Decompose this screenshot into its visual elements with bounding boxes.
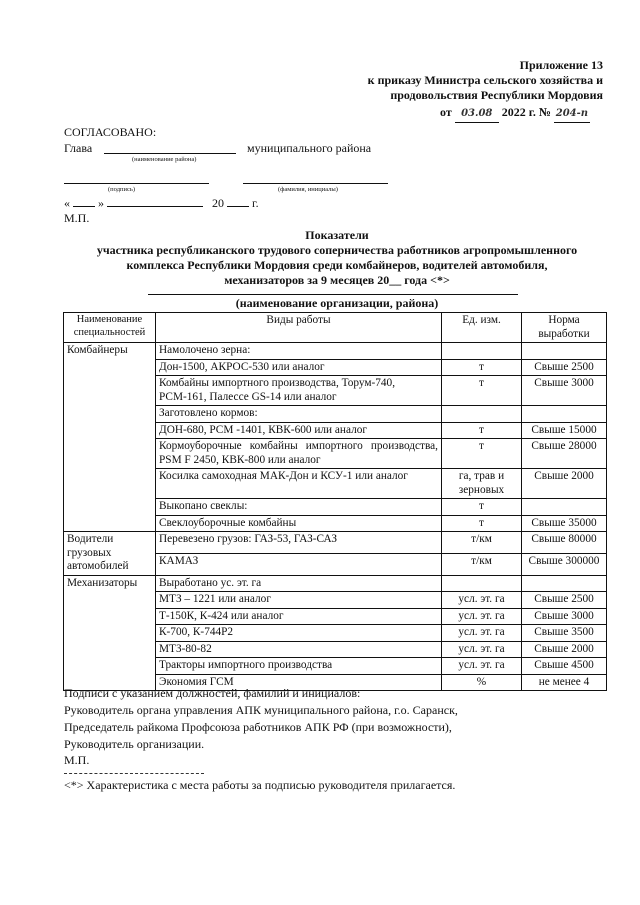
work-cell: Кормоуборочные комбайны импортного производства, PSM F 2450, КВК-800 или аналог xyxy=(156,439,442,469)
table-row xyxy=(64,469,607,499)
date-open-quote: « xyxy=(64,196,70,210)
indicators-table xyxy=(63,312,607,691)
work-cell: КАМАЗ xyxy=(156,553,442,575)
unit-cell: усл. эт. га xyxy=(442,641,522,658)
norm-cell: Свыше 15000 xyxy=(522,422,607,439)
header-specialty: Наименование специальностей xyxy=(64,313,156,343)
footnote: <*> Характеристика с места работы за подписью руководителя прилагается. xyxy=(64,778,456,792)
work-cell: Тракторы импортного производства xyxy=(156,658,442,675)
category-cell xyxy=(64,641,156,658)
category-cell xyxy=(64,608,156,625)
norm-cell: Свыше 3500 xyxy=(522,625,607,642)
norm-cell: Свыше 3000 xyxy=(522,376,607,406)
norm-cell: Свыше 2000 xyxy=(522,641,607,658)
unit-cell: т xyxy=(442,515,522,532)
signatory-2: Председатель райкома Профсоюза работников АПК РФ (при возможности), xyxy=(64,720,452,734)
norm-cell: Свыше 35000 xyxy=(522,515,607,532)
district-text: муниципального района xyxy=(247,141,372,155)
category-cell: Водители грузовых автомобилей xyxy=(64,532,156,576)
date-close-quote: » xyxy=(98,196,104,210)
category-cell xyxy=(64,439,156,469)
norm-cell: Свыше 2500 xyxy=(522,592,607,609)
table-row xyxy=(64,499,607,516)
norm-cell: Свыше 4500 xyxy=(522,658,607,675)
doc-title-line-2: участника республиканского трудового соперничества работников агропромышленного xyxy=(96,243,578,257)
unit-cell: усл. эт. га xyxy=(442,625,522,642)
norm-cell: не менее 4 xyxy=(522,674,607,691)
approval-stamp: М.П. xyxy=(64,211,90,225)
year-text: 2022 г. № xyxy=(501,105,551,119)
unit-cell: усл. эт. га xyxy=(442,608,522,625)
header-work: Виды работы xyxy=(156,313,442,343)
category-cell xyxy=(64,376,156,406)
doc-title: Показатели xyxy=(305,228,369,242)
category-cell: Комбайнеры xyxy=(64,343,156,360)
work-cell: Выкопано свеклы: xyxy=(156,499,442,516)
work-cell: К-700, К-744Р2 xyxy=(156,625,442,642)
footnote-divider xyxy=(64,773,204,774)
year-suffix: г. xyxy=(252,196,259,210)
unit-cell: усл. эт. га xyxy=(442,592,522,609)
name-caption: (фамилия, инициалы) xyxy=(278,186,338,193)
unit-cell: т xyxy=(442,376,522,406)
order-number: 204-п xyxy=(554,107,590,123)
work-cell: Комбайны импортного производства, Торум-740, РСМ-161, Палессе GS-14 или аналог xyxy=(156,376,442,406)
organization-caption: (наименование организации, района) xyxy=(235,296,439,310)
table-row xyxy=(64,439,607,469)
norm-cell xyxy=(522,406,607,423)
norm-cell: Свыше 28000 xyxy=(522,439,607,469)
category-cell xyxy=(64,406,156,423)
work-cell: МТЗ-80-82 xyxy=(156,641,442,658)
norm-cell xyxy=(522,343,607,360)
category-cell xyxy=(64,469,156,499)
order-line-2: продовольствия Республики Мордовия xyxy=(390,88,603,102)
table-row xyxy=(64,532,607,554)
category-cell xyxy=(64,499,156,516)
signatures-intro: Подписи с указанием должностей, фамилий и инициалов: xyxy=(64,686,361,700)
order-date-line xyxy=(440,105,605,123)
table-row xyxy=(64,658,607,675)
table-row xyxy=(64,376,607,406)
table-row xyxy=(64,359,607,376)
unit-cell: т xyxy=(442,422,522,439)
table-row xyxy=(64,641,607,658)
table-row xyxy=(64,625,607,642)
organization-blank xyxy=(148,294,518,295)
approval-title: СОГЛАСОВАНО: xyxy=(64,125,157,139)
date-prefix: от xyxy=(440,105,452,119)
work-cell: Косилка самоходная МАК-Дон и КСУ-1 или аналог xyxy=(156,469,442,499)
head-label: Глава xyxy=(64,141,93,155)
category-cell xyxy=(64,658,156,675)
unit-cell: т xyxy=(442,359,522,376)
doc-title-line-3: комплекса Республики Мордовия среди комбайнеров, водителей автомобиля, xyxy=(126,258,548,272)
work-cell: Перевезено грузов: ГАЗ-53, ГАЗ-САЗ xyxy=(156,532,442,554)
unit-cell xyxy=(442,406,522,423)
footer-stamp: М.П. xyxy=(64,753,90,767)
category-cell xyxy=(64,625,156,642)
work-cell: ДОН-680, РСМ -1401, КВК-600 или аналог xyxy=(156,422,442,439)
year-prefix: 20 xyxy=(212,196,224,210)
table-row xyxy=(64,515,607,532)
norm-cell: Свыше 300000 xyxy=(522,553,607,575)
category-cell: Механизаторы xyxy=(64,575,156,592)
table-row xyxy=(64,422,607,439)
work-cell: Дон-1500, АКРОС-530 или аналог xyxy=(156,359,442,376)
order-line-1: к приказу Министра сельского хозяйства и xyxy=(367,73,603,87)
unit-cell: % xyxy=(442,674,522,691)
category-cell xyxy=(64,422,156,439)
table-row xyxy=(64,608,607,625)
unit-cell: т xyxy=(442,499,522,516)
norm-cell: Свыше 3000 xyxy=(522,608,607,625)
unit-cell: т/км xyxy=(442,532,522,554)
unit-cell: га, трав и зерновых xyxy=(442,469,522,499)
norm-cell xyxy=(522,575,607,592)
doc-title-line-4: механизаторов за 9 месяцев 20__ года <*> xyxy=(224,273,450,287)
norm-cell: Свыше 80000 xyxy=(522,532,607,554)
header-unit: Ед. изм. xyxy=(442,313,522,343)
work-cell: МТЗ – 1221 или аналог xyxy=(156,592,442,609)
table-row xyxy=(64,406,607,423)
work-cell: Т-150К, К-424 или аналог xyxy=(156,608,442,625)
district-caption: (наименование района) xyxy=(132,156,197,163)
district-blank xyxy=(104,153,236,154)
approval-date-line xyxy=(64,196,259,211)
signature-caption: (подпись) xyxy=(108,186,135,193)
work-cell: Намолочено зерна: xyxy=(156,343,442,360)
date-value: 03.08 xyxy=(455,107,499,123)
signatory-3: Руководитель организации. xyxy=(64,737,205,751)
unit-cell: усл. эт. га xyxy=(442,658,522,675)
signature-blank xyxy=(64,183,209,184)
unit-cell: т/км xyxy=(442,553,522,575)
header-norm: Норма выработки xyxy=(522,313,607,343)
category-cell xyxy=(64,592,156,609)
category-cell xyxy=(64,359,156,376)
work-cell: Свеклоуборочные комбайны xyxy=(156,515,442,532)
unit-cell xyxy=(442,343,522,360)
norm-cell: Свыше 2500 xyxy=(522,359,607,376)
signatory-1: Руководитель органа управления АПК муниципального района, г.о. Саранск, xyxy=(64,703,458,717)
norm-cell xyxy=(522,499,607,516)
work-cell: Экономия ГСМ xyxy=(156,674,442,691)
table-row xyxy=(64,592,607,609)
work-cell: Выработано ус. эт. га xyxy=(156,575,442,592)
table-row xyxy=(64,343,607,360)
table-header-row xyxy=(64,313,607,343)
name-blank xyxy=(243,183,388,184)
work-cell: Заготовлено кормов: xyxy=(156,406,442,423)
appendix-number: Приложение 13 xyxy=(519,58,603,72)
unit-cell xyxy=(442,575,522,592)
unit-cell: т xyxy=(442,439,522,469)
table-row xyxy=(64,575,607,592)
norm-cell: Свыше 2000 xyxy=(522,469,607,499)
category-cell xyxy=(64,515,156,532)
